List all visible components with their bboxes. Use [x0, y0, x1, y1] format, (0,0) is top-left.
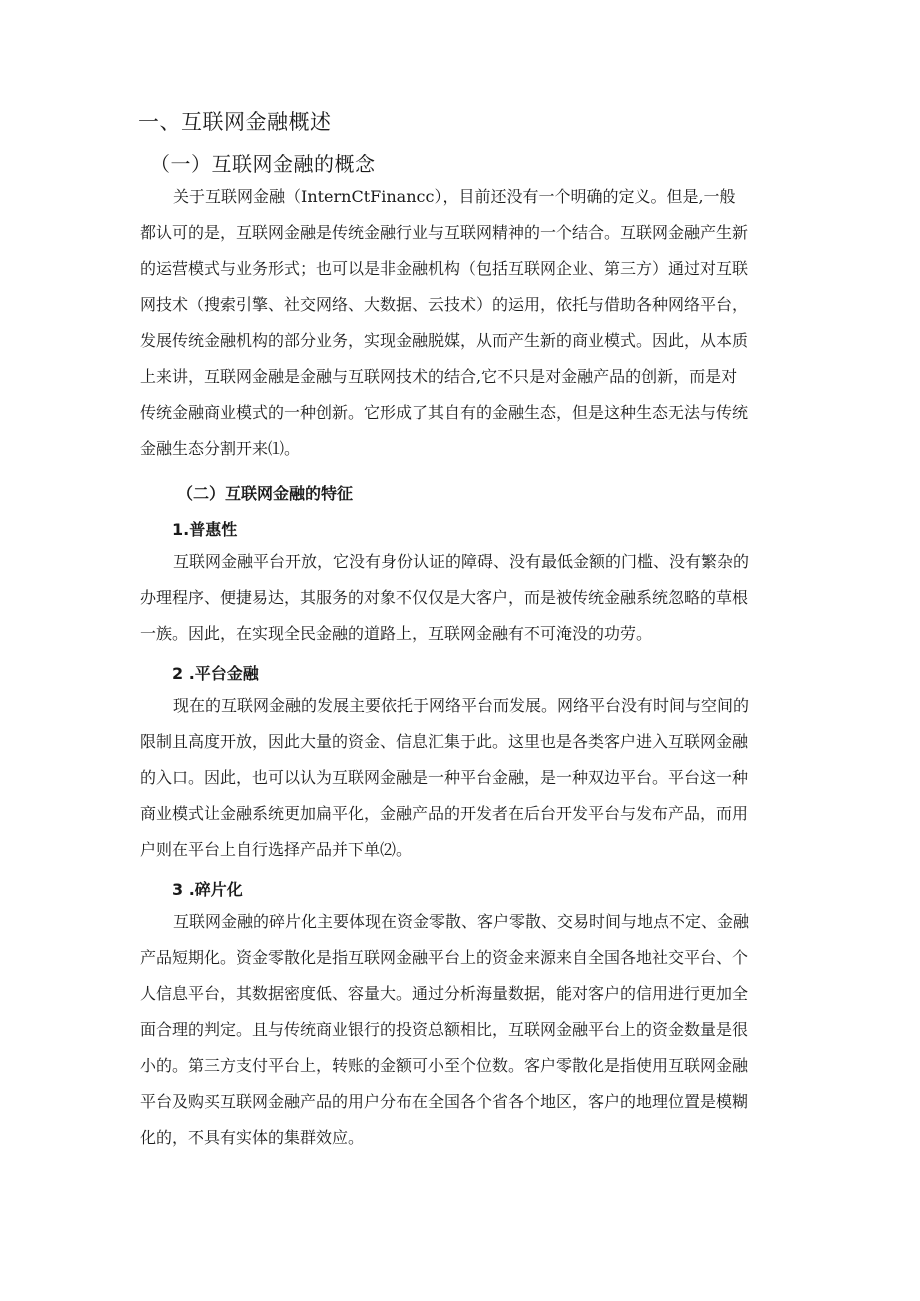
feature-heading-inclusive: 1.普惠性 — [172, 520, 238, 539]
paragraph-line: 都认可的是，互联网金融是传统金融行业与互联网精神的一个结合。互联网金融产生新 — [140, 223, 749, 242]
subsection-heading-concept: （一）互联网金融的概念 — [150, 152, 376, 176]
paragraph-line: 限制且高度开放，因此大量的资金、信息汇集于此。这里也是各类客户进入互联网金融 — [140, 732, 749, 751]
paragraph-inclusive — [140, 544, 790, 652]
paragraph-line: 商业模式让金融系统更加扁平化，金融产品的开发者在后台开发平台与发布产品，而用 — [140, 804, 749, 823]
feature-heading-platform: 2 .平台金融 — [172, 664, 259, 683]
paragraph-line: 化的，不具有实体的集群效应。 — [140, 1128, 365, 1147]
section-heading: 一、互联网金融概述 — [138, 110, 332, 134]
paragraph-fragmentation — [140, 904, 790, 1156]
paragraph-line: 互联网金融的碎片化主要体现在资金零散、客户零散、交易时间与地点不定、金融 — [173, 912, 750, 931]
paragraph-line: 的运营模式与业务形式；也可以是非金融机构（包括互联网企业、第三方）通过对互联 — [140, 259, 749, 278]
paragraph-line: 一族。因此，在实现全民金融的道路上，互联网金融有不可淹没的功劳。 — [140, 624, 653, 643]
paragraph-line: 小的。第三方支付平台上，转账的金额可小至个位数。客户零散化是指使用互联网金融 — [140, 1056, 749, 1075]
subsection-heading-features: （二）互联网金融的特征 — [177, 484, 354, 503]
paragraph-line: 现在的互联网金融的发展主要依托于网络平台而发展。网络平台没有时间与空间的 — [173, 696, 750, 715]
paragraph-line: 互联网金融平台开放，它没有身份认证的障碍、没有最低金额的门槛、没有繁杂的 — [173, 552, 750, 571]
paragraph-line: 的入口。因此，也可以认为互联网金融是一种平台金融，是一种双边平台。平台这一种 — [140, 768, 749, 787]
paragraph-line: 网技术（搜索引擎、社交网络、大数据、云技术）的运用，依托与借助各种网络平台， — [140, 295, 749, 314]
paragraph-concept — [140, 179, 790, 467]
feature-heading-fragmentation: 3 .碎片化 — [172, 880, 243, 899]
paragraph-line: 金融生态分割开来⑴。 — [140, 439, 301, 458]
paragraph-line: 平台及购买互联网金融产品的用户分布在全国各个省各个地区，客户的地理位置是模糊 — [140, 1092, 749, 1111]
paragraph-line: 传统金融商业模式的一种创新。它形成了其自有的金融生态，但是这种生态无法与传统 — [140, 403, 749, 422]
paragraph-line: 办理程序、便捷易达，其服务的对象不仅仅是大客户，而是被传统金融系统忽略的草根 — [140, 588, 749, 607]
paragraph-line: 人信息平台，其数据密度低、容量大。通过分析海量数据，能对客户的信用进行更加全 — [140, 984, 749, 1003]
paragraph-line: 关于互联网金融（InternCtFinancc），目前还没有一个明确的定义。但是,一般 — [173, 187, 736, 206]
paragraph-line: 上来讲，互联网金融是金融与互联网技术的结合,它不只是对金融产品的创新，而是对 — [140, 367, 738, 386]
paragraph-line: 面合理的判定。且与传统商业银行的投资总额相比，互联网金融平台上的资金数量是很 — [140, 1020, 749, 1039]
paragraph-platform — [140, 688, 790, 868]
paragraph-line: 户则在平台上自行选择产品并下单⑵。 — [140, 840, 413, 859]
paragraph-line: 发展传统金融机构的部分业务，实现金融脱媒，从而产生新的商业模式。因此，从本质 — [140, 331, 749, 350]
paragraph-line: 产品短期化。资金零散化是指互联网金融平台上的资金来源来自全国各地社交平台、个 — [140, 948, 749, 967]
